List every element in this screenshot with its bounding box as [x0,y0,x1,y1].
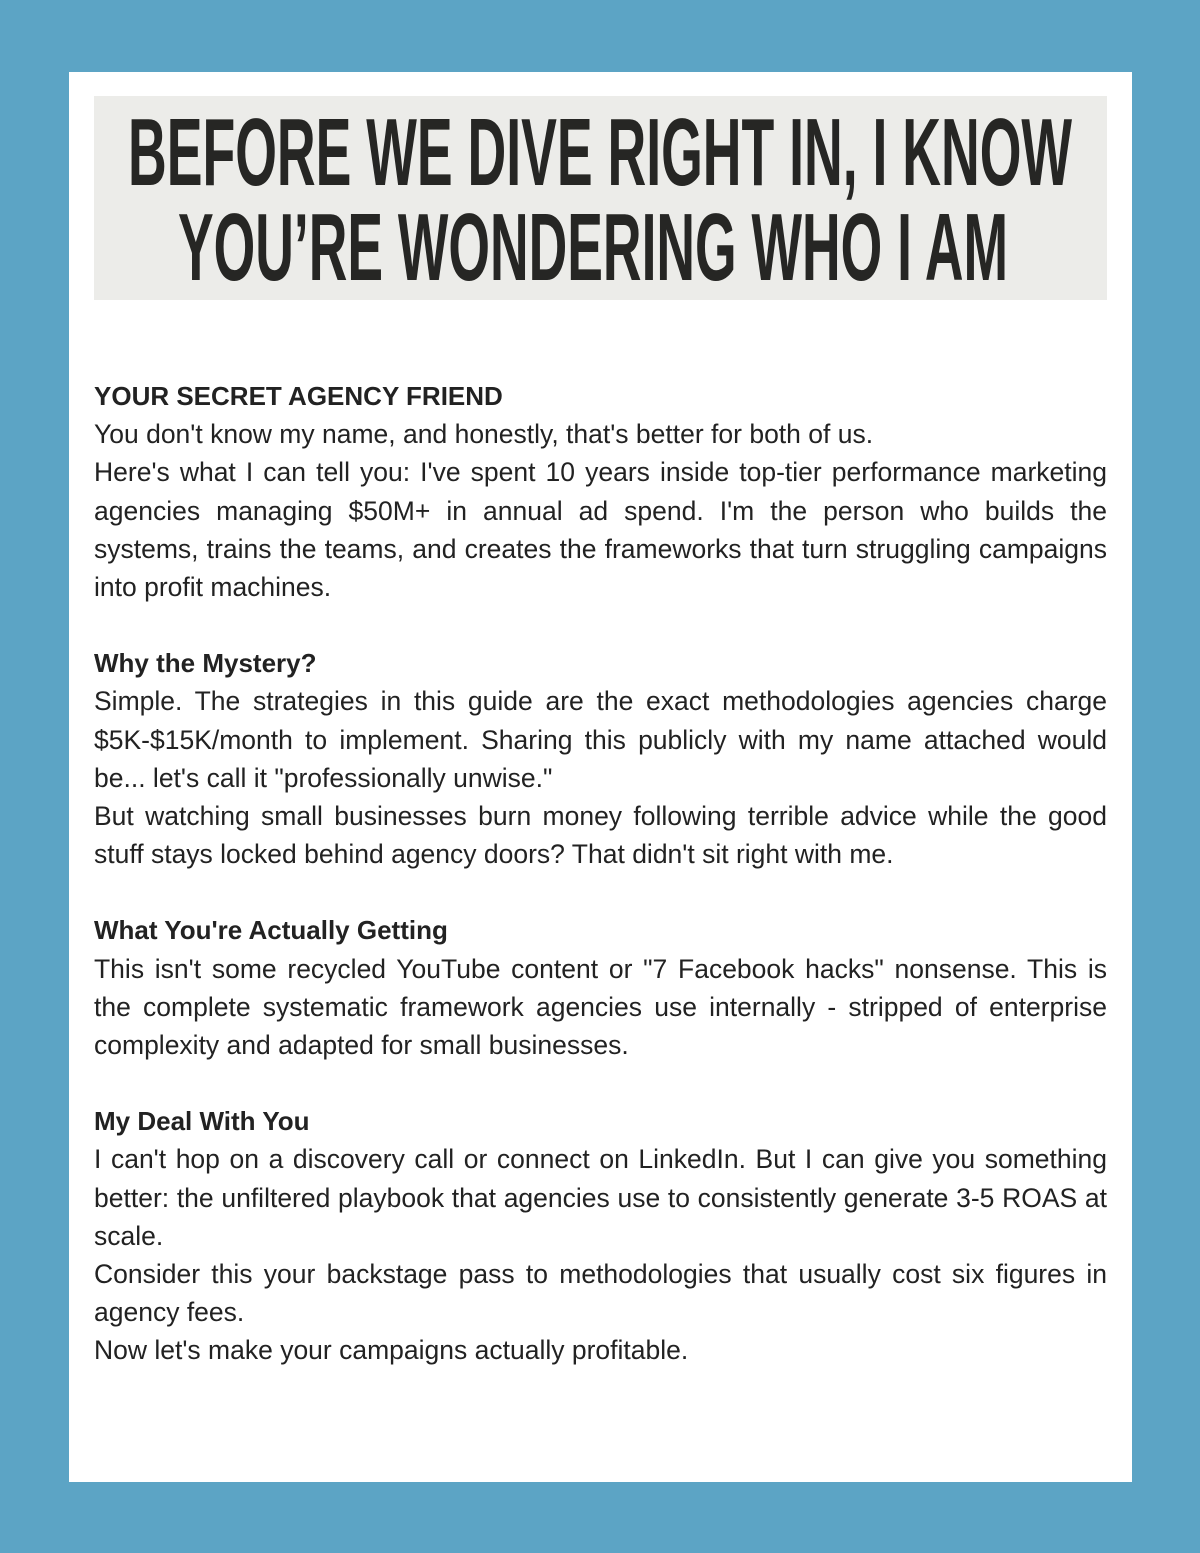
body-content [94,377,1107,1408]
section-my-deal [94,1102,1107,1369]
section-what-youre-getting [94,911,1107,1064]
paragraph: Consider this your backstage pass to methodologies that usually cost six figures in agency fees. [94,1259,1107,1328]
title-graphic [94,96,1107,300]
paragraph: But watching small businesses burn money following terrible advice while the good stuff stays locked behind agency doors? That didn't sit right with me. [94,801,1107,870]
title-banner [94,96,1107,300]
title-line-1-text: BEFORE WE DIVE RIGHT IN, I KNOW [128,99,1073,206]
section-heading: What You're Actually Getting [94,915,448,946]
section-secret-agency-friend [94,377,1107,606]
section-why-the-mystery [94,644,1107,873]
page-card [69,72,1132,1482]
paragraph: You don't know my name, and honestly, that's better for both of us. [94,419,874,450]
section-heading: Why the Mystery? [94,648,317,679]
paragraph: Here's what I can tell you: I've spent 10 years inside top-tier performance marketing agencies managing $50M+ in annual ad spend. I'm the person who builds the systems, trains the teams, and creates the frameworks that turn struggling campaigns into profit machines. [94,457,1107,603]
title-line-2-text: YOU’RE WONDERING WHO I AM [178,194,1008,300]
paragraph: This isn't some recycled YouTube content or "7 Facebook hacks" nonsense. This is the complete systematic framework agencies use internally - stripped of enterprise complexity and adapted for small businesses. [94,953,1107,1061]
paragraph: Now let's make your campaigns actually profitable. [94,1335,689,1366]
paragraph: Simple. The strategies in this guide are the exact methodologies agencies charge $5K-$15K/month to implement. Sharing this publicly with my name attached would be... let's call it "professionally unwise." [94,686,1107,793]
section-heading: My Deal With You [94,1106,310,1137]
section-heading: YOUR SECRET AGENCY FRIEND [94,381,503,411]
paragraph: I can't hop on a discovery call or connect on LinkedIn. But I can give you something better: the unfiltered playbook that agencies use to consistently generate 3-5 ROAS at scale. [94,1144,1107,1251]
